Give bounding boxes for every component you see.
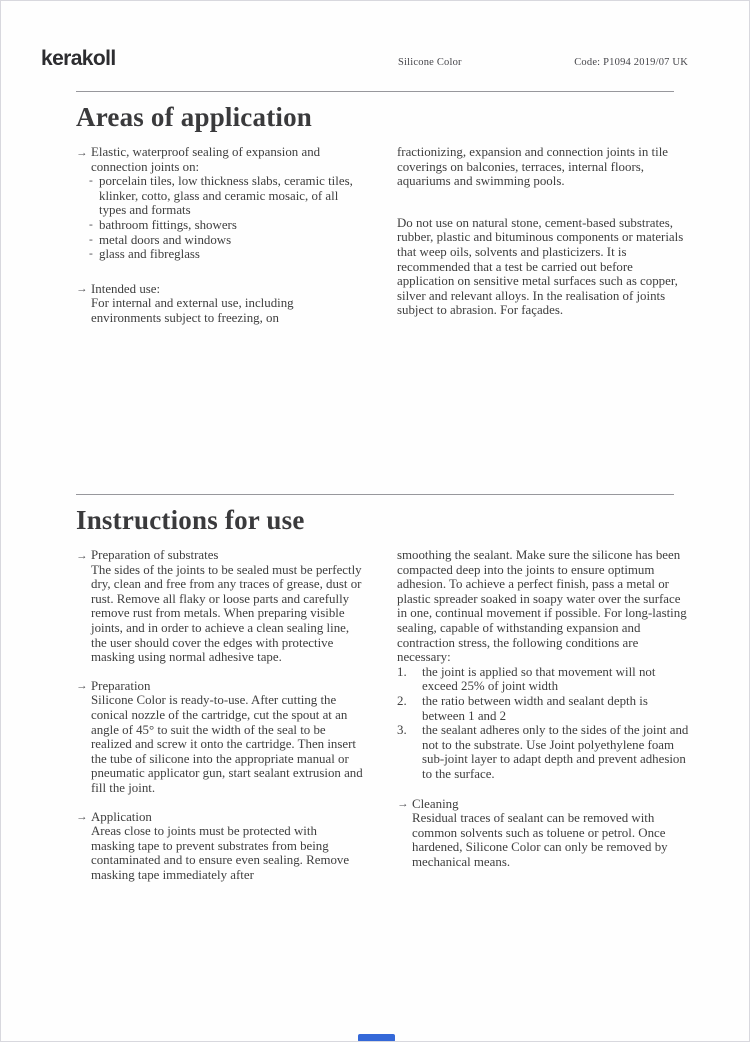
document-title: Silicone Color xyxy=(398,57,462,68)
dash-icon: - xyxy=(89,175,93,188)
section-instructions-for-use xyxy=(76,504,692,882)
instructions-left-column xyxy=(76,548,363,882)
areas-columns xyxy=(76,145,692,326)
group-application xyxy=(76,810,363,883)
group-preparation xyxy=(76,679,363,796)
numbered-item-text: the ratio between width and sealant depth is between 1 and 2 xyxy=(422,693,648,723)
arrow-icon: → xyxy=(76,146,88,159)
paragraph: Do not use on natural stone, cement-based substrates, rubber, plastic and bituminous components or materials that weep oils, solvents and plasticizers. It is recommended that a test be carried out before application on sensitive metal surfaces such as copper, silver and relevant alloys. In the realisation of joints subject to abrasion. For façades. xyxy=(397,215,684,318)
list-item-sealing xyxy=(76,145,363,262)
sub-item-text: porcelain tiles, low thickness slabs, ceramic tiles, klinker, cotto, glass and ceramic mosaic, of all types and formats xyxy=(99,174,353,218)
areas-left-column xyxy=(76,145,363,326)
list-item-intended-use xyxy=(76,282,363,326)
group-body: The sides of the joints to be sealed must be perfectly dry, clean and free from any traces of grease, dust or rust. Remove all flaky or loose parts and carefully remove rust from metals. When preparing visible joints, and in order to achieve a clean sealing line, the user should cover the edges with protective masking using normal adhesive tape. xyxy=(91,562,362,665)
section-areas-of-application xyxy=(76,101,692,326)
arrow-icon: → xyxy=(76,680,88,693)
arrow-icon: → xyxy=(76,549,88,562)
arrow-icon: → xyxy=(397,798,409,810)
document-code: Code: P1094 2019/07 UK xyxy=(574,57,688,68)
list-number: 1. xyxy=(397,664,407,679)
dash-icon: - xyxy=(89,218,93,231)
group-body: Residual traces of sealant can be removed with common solvents such as toluene or petrol. Once hardened, Silicone Color can only be removed by mechanical means. xyxy=(412,811,668,869)
kerakoll-logo: kerakoll xyxy=(41,47,116,70)
numbered-item-text: the joint is applied so that movement will not exceed 25% of joint width xyxy=(422,664,656,694)
areas-right-column xyxy=(397,145,691,326)
group-heading: Application xyxy=(91,809,152,824)
sub-item xyxy=(89,218,363,233)
list-number: 2. xyxy=(397,693,407,708)
numbered-item-text: the sealant adheres only to the sides of the joint and not to the substrate. Use Joint polyethylene foam sub-joint layer to adapt depth and prevent adhesion to the surface. xyxy=(422,723,689,781)
numbered-item xyxy=(397,665,691,694)
sub-item-text: metal doors and windows xyxy=(99,232,232,247)
item-lead-text: Elastic, waterproof sealing of expansion and connection joints on: xyxy=(91,145,321,174)
arrow-icon: → xyxy=(76,811,88,823)
group-heading: Preparation of substrates xyxy=(91,548,219,562)
group-body: Silicone Color is ready-to-use. After cutting the conical nozzle of the cartridge, cut the spout at an angle of 45° to suit the width of the seal to be realized and screw it onto the cartridge. Then insert the tube of silicone into the appropriate manual or pneumatic applicator gun, start sealant extrusion and fill the joint. xyxy=(91,693,363,795)
instructions-right-column xyxy=(397,548,691,882)
group-cleaning xyxy=(397,797,691,870)
numbered-item xyxy=(397,723,691,781)
dash-icon: - xyxy=(89,233,93,246)
arrow-icon: → xyxy=(76,283,88,296)
sub-item-text: bathroom fittings, showers xyxy=(99,217,237,232)
numbered-list xyxy=(397,665,691,782)
page-header xyxy=(1,1,749,91)
group-heading: Preparation xyxy=(91,678,151,693)
item-body: For internal and external use, including environments subject to freezing, on xyxy=(91,296,294,325)
sub-item xyxy=(89,233,363,248)
dash-icon: - xyxy=(89,248,93,261)
group-preparation-of-substrates xyxy=(76,548,363,665)
scroll-indicator[interactable] xyxy=(358,1034,395,1042)
list-number: 3. xyxy=(397,723,407,738)
header-divider xyxy=(76,91,674,92)
section-divider xyxy=(76,494,674,495)
item-heading: Intended use: xyxy=(91,281,161,296)
sub-list xyxy=(89,174,363,262)
section-title-areas: Areas of application xyxy=(76,102,313,132)
paragraph: smoothing the sealant. Make sure the silicone has been compacted deep into the joints to ensure optimum adhesion. To achieve a perfect finish, pass a metal or plastic spreader soaked in soapy water over the surface in one, continual movement if possible. For long-lasting sealing, capable of withstanding expansion and contraction stress, the following conditions are necessary: xyxy=(397,548,687,665)
sub-item-text: glass and fibreglass xyxy=(99,247,200,262)
instructions-columns xyxy=(76,548,692,882)
paragraph: fractionizing, expansion and connection joints in tile coverings on balconies, terraces, internal floors, aquariums and swimming pools. xyxy=(397,145,668,189)
section-title-instructions: Instructions for use xyxy=(76,505,305,535)
numbered-item xyxy=(397,694,691,723)
group-body: Areas close to joints must be protected with masking tape to prevent substrates from being contaminated and to ensure even sealing. Remove masking tape immediately after xyxy=(91,824,350,882)
group-heading: Cleaning xyxy=(412,796,459,811)
sub-item xyxy=(89,174,363,218)
sub-item xyxy=(89,247,363,262)
